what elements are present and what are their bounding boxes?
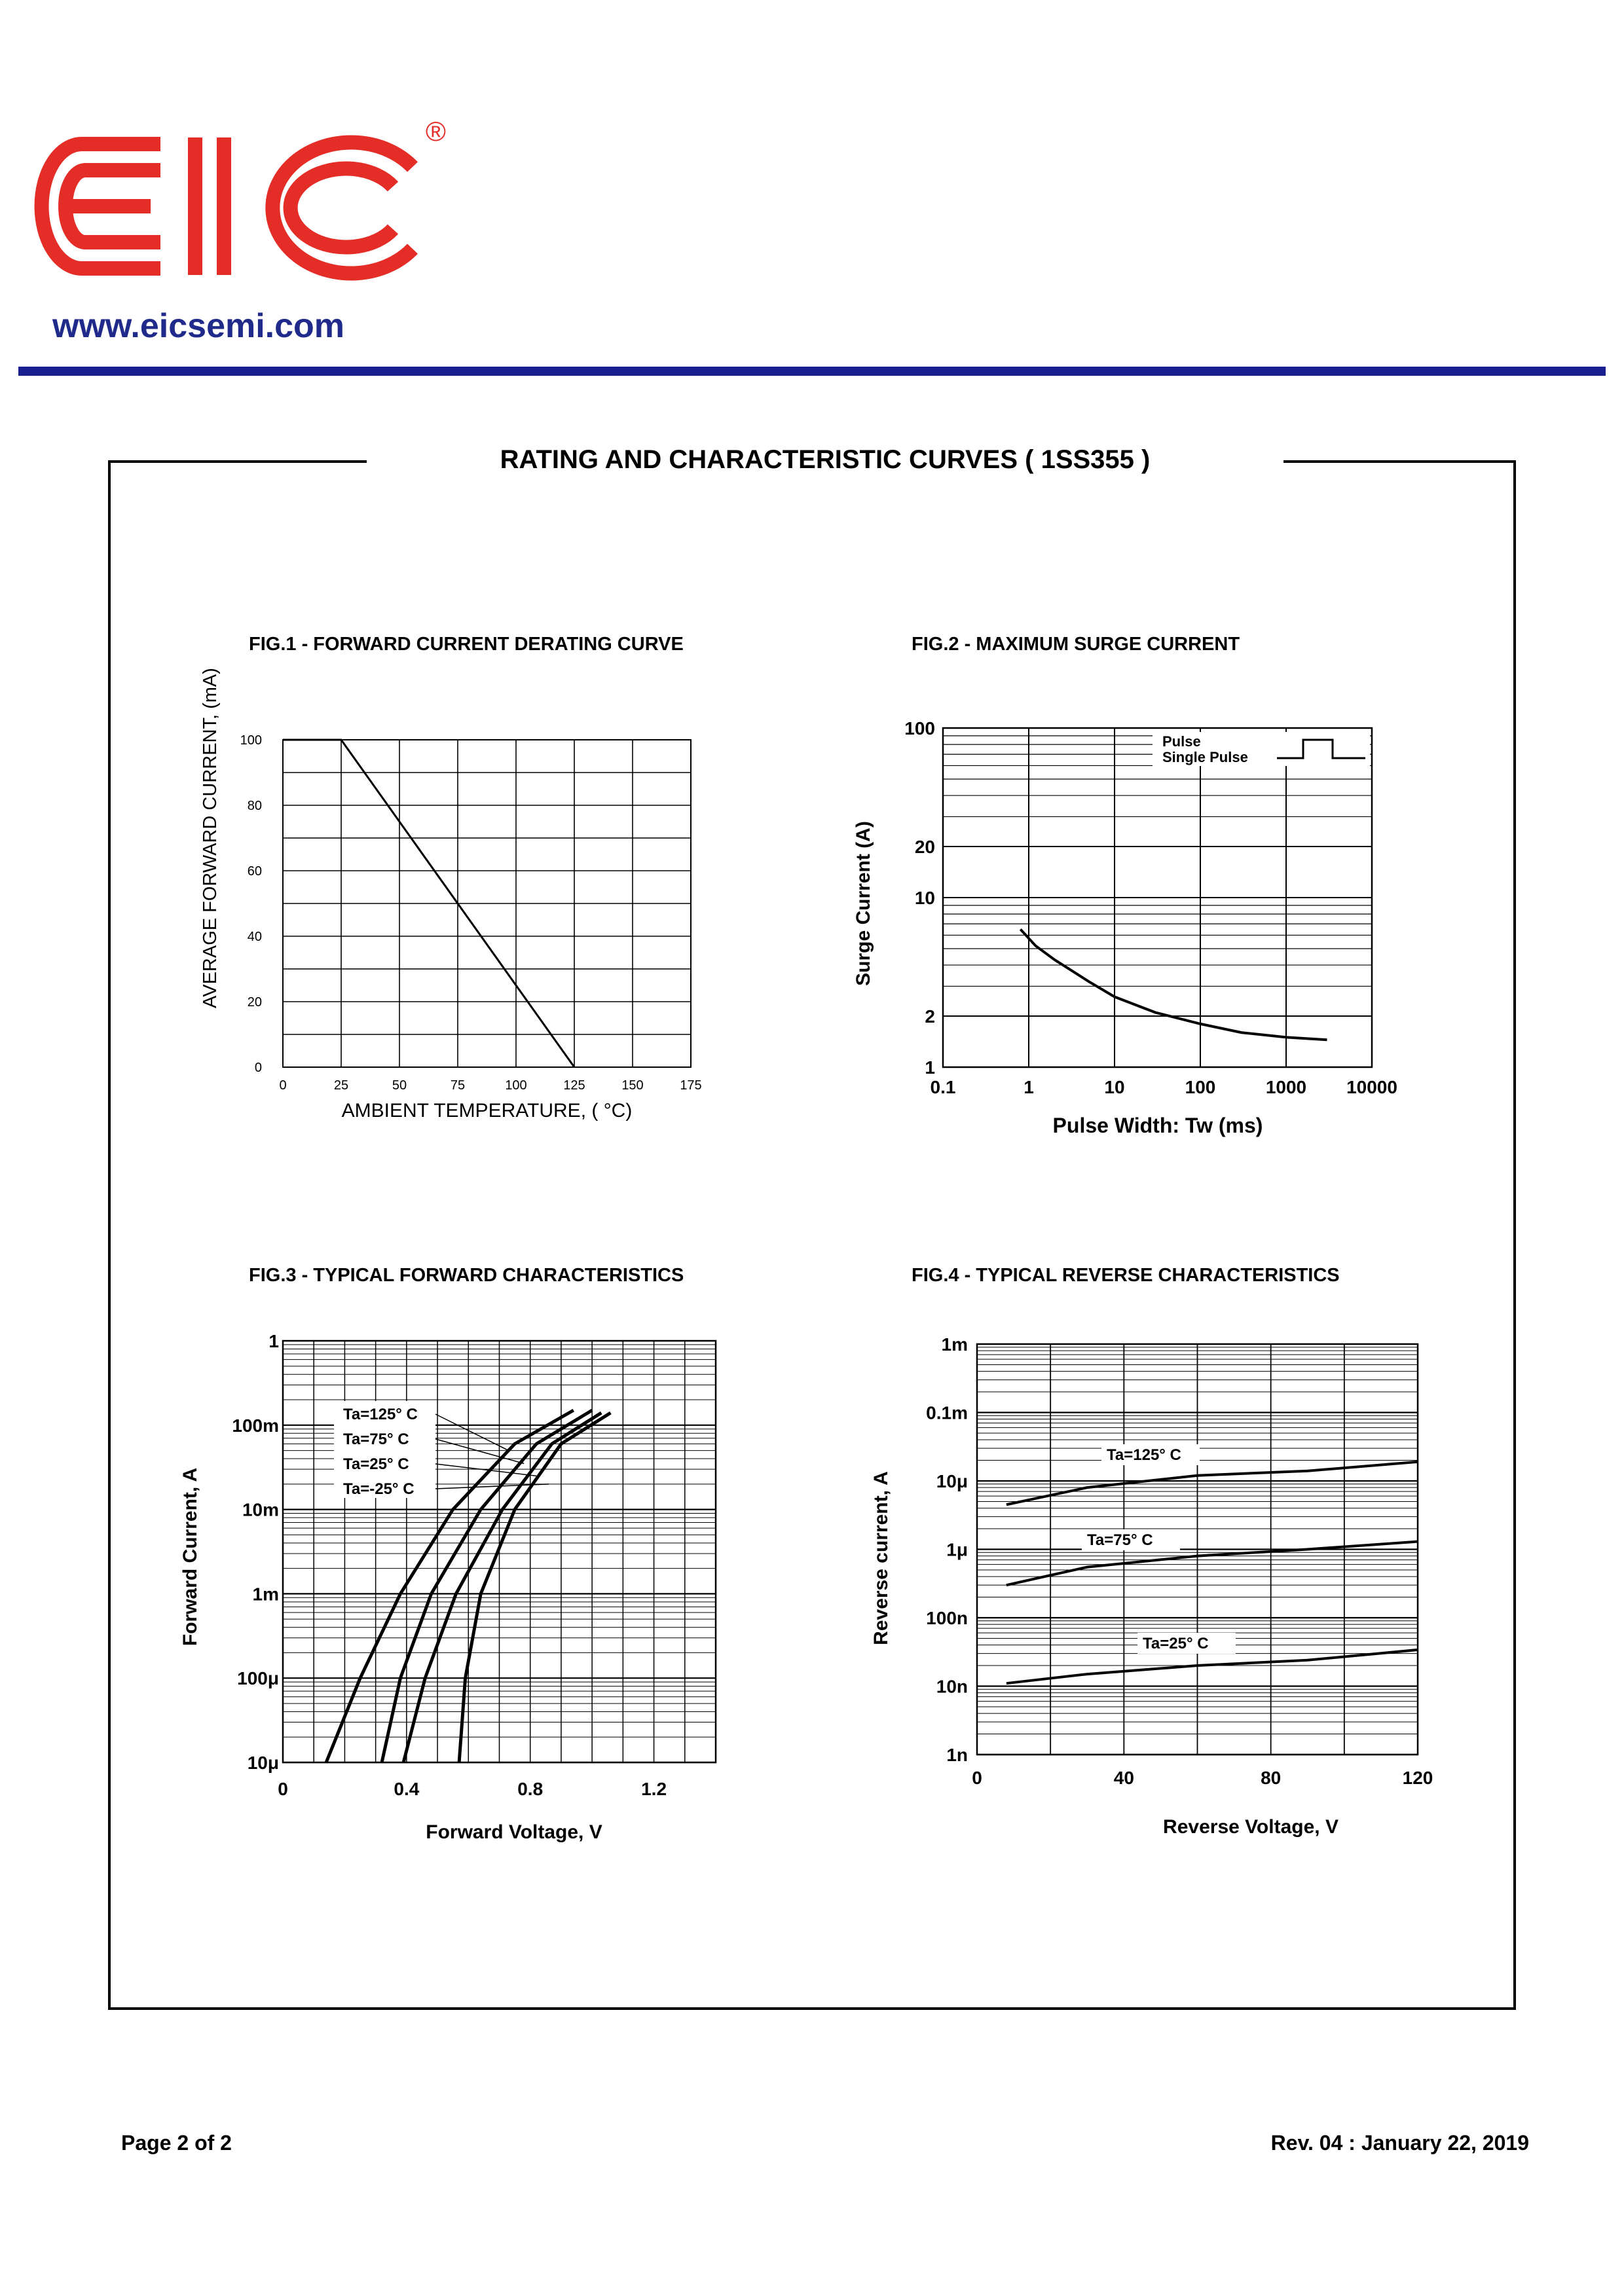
- fig1-xtick-label: 25: [333, 1078, 349, 1093]
- fig1-ytick-label: 0: [254, 1061, 262, 1075]
- fig2-xlabel: Pulse Width: Tw (ms): [1052, 1114, 1263, 1137]
- fig4-xtick-label: 120: [1402, 1768, 1433, 1788]
- fig4-ytick-label: 10n: [936, 1676, 968, 1697]
- fig3-leader-line: [435, 1439, 524, 1464]
- fig1-ytick-label: 20: [247, 995, 262, 1010]
- fig1-xtick-label: 0: [279, 1078, 287, 1093]
- footer-revision: Rev. 04 : January 22, 2019: [1270, 2131, 1529, 2155]
- fig4-ytick-label: 100n: [926, 1608, 968, 1628]
- fig4-xtick-label: 0: [972, 1768, 982, 1788]
- fig2-ylabel: Surge Current (A): [853, 821, 874, 986]
- fig2-legend-pulse: Pulse: [1162, 733, 1201, 750]
- fig4-title: FIG.4 - TYPICAL REVERSE CHARACTERISTICS: [912, 1265, 1340, 1286]
- fig2-ytick-label: 1: [925, 1057, 935, 1078]
- fig3-xtick-label: 1.2: [641, 1779, 667, 1799]
- fig1-ytick-label: 80: [247, 799, 262, 813]
- registered-mark: ®: [426, 118, 446, 147]
- fig2-ytick-label: 2: [925, 1006, 935, 1027]
- fig2-xtick-label: 1: [1024, 1077, 1034, 1097]
- fig3-title: FIG.3 - TYPICAL FORWARD CHARACTERISTICS: [249, 1265, 684, 1286]
- fig4-xlabel: Reverse Voltage, V: [1163, 1816, 1338, 1838]
- fig1-xtick-label: 50: [392, 1078, 407, 1093]
- fig2-xtick-label: 0.1: [930, 1077, 956, 1097]
- fig3-series-label: Ta=25° C: [343, 1455, 409, 1473]
- fig3-xtick-label: 0: [278, 1779, 288, 1799]
- fig4-series-curve: [1006, 1542, 1418, 1586]
- fig2-legend-single-pulse: Single Pulse: [1162, 749, 1248, 765]
- fig1-xtick-label: 150: [621, 1078, 644, 1093]
- fig4-series-label: Ta=75° C: [1087, 1531, 1153, 1549]
- fig2-title: FIG.2 - MAXIMUM SURGE CURRENT: [912, 634, 1240, 655]
- fig3-series-label: Ta=-25° C: [343, 1480, 415, 1498]
- fig1-ytick-label: 40: [247, 930, 262, 944]
- fig3-series-label: Ta=125° C: [343, 1406, 418, 1423]
- fig3-xtick-label: 0.4: [394, 1779, 420, 1799]
- fig4-xtick-label: 80: [1261, 1768, 1282, 1788]
- fig3-ylabel: Forward Current, A: [179, 1467, 201, 1647]
- fig1-title: FIG.1 - FORWARD CURRENT DERATING CURVE: [249, 634, 684, 655]
- fig3-xlabel: Forward Voltage, V: [426, 1821, 602, 1843]
- fig1-ylabel: AVERAGE FORWARD CURRENT, (mA): [200, 668, 221, 1008]
- fig4-ytick-label: 10μ: [936, 1471, 968, 1491]
- fig1-ytick-label: 60: [247, 864, 262, 879]
- fig4-ylabel: Reverse current, A: [870, 1471, 892, 1645]
- fig2-ytick-label: 10: [914, 888, 935, 908]
- fig4-series-curve: [1006, 1462, 1418, 1504]
- fig3-leader-line: [435, 1414, 509, 1451]
- fig2-ytick-label: 20: [914, 837, 935, 858]
- fig2-xtick-label: 10: [1104, 1077, 1125, 1097]
- fig3-ytick-label: 10m: [242, 1499, 279, 1520]
- fig4-series-label: Ta=125° C: [1107, 1446, 1181, 1464]
- fig3-ytick-label: 100m: [232, 1415, 279, 1436]
- fig2-ytick-label: 100: [904, 718, 935, 738]
- fig3-ytick-label: 100μ: [237, 1668, 279, 1689]
- fig4-xtick-label: 40: [1113, 1768, 1134, 1788]
- fig4-ytick-label: 0.1m: [926, 1402, 968, 1423]
- fig4-series-label: Ta=25° C: [1143, 1635, 1209, 1652]
- fig4-ytick-label: 1m: [941, 1334, 968, 1355]
- fig3-xtick-label: 0.8: [517, 1779, 544, 1799]
- fig4-ytick-label: 1μ: [946, 1539, 968, 1560]
- footer-page-number: Page 2 of 2: [121, 2131, 232, 2155]
- page-title: RATING AND CHARACTERISTIC CURVES ( 1SS355 ): [500, 445, 1151, 474]
- fig1-xtick-label: 100: [505, 1078, 527, 1093]
- fig1-ytick-label: 100: [240, 733, 262, 748]
- fig1-xtick-label: 75: [450, 1078, 466, 1093]
- website-url[interactable]: www.eicsemi.com: [52, 307, 345, 345]
- fig4-ytick-label: 1n: [946, 1745, 968, 1765]
- fig3-ytick-label: 1m: [252, 1584, 279, 1605]
- fig1-xtick-label: 175: [680, 1078, 702, 1093]
- fig3-ytick-label: 1: [268, 1331, 279, 1351]
- fig3-ytick-label: 10μ: [247, 1753, 279, 1773]
- fig2-xtick-label: 10000: [1346, 1077, 1397, 1097]
- fig2-xtick-label: 100: [1185, 1077, 1216, 1097]
- fig1-xlabel: AMBIENT TEMPERATURE, ( °C): [341, 1100, 633, 1121]
- fig3-series-label: Ta=75° C: [343, 1430, 409, 1448]
- fig1-xtick-label: 125: [563, 1078, 585, 1093]
- fig4-series-curve: [1006, 1650, 1418, 1683]
- fig2-xtick-label: 1000: [1265, 1077, 1307, 1097]
- fig2-surge-curve: [1020, 929, 1327, 1040]
